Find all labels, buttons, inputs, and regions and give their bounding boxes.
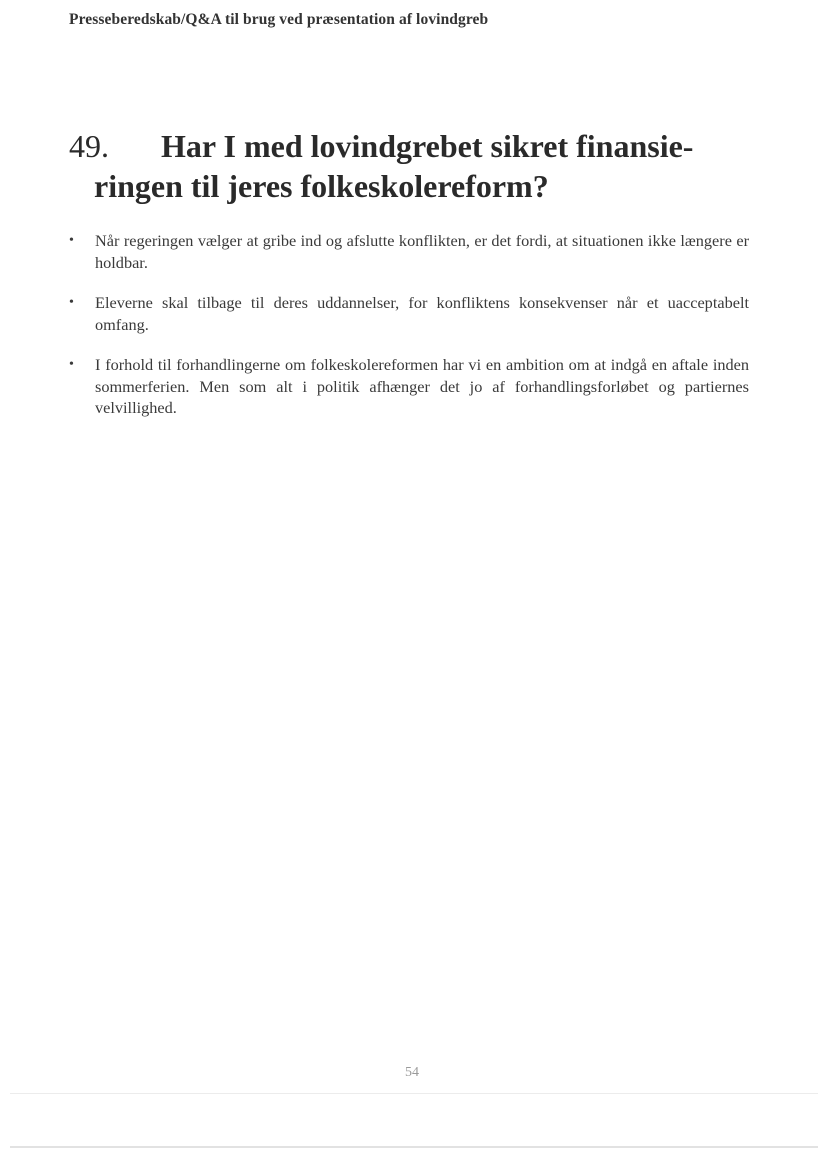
- answer-bullet: [69, 230, 749, 273]
- page-number: 54: [405, 1065, 419, 1080]
- answer-bullet: [69, 292, 749, 335]
- bullet-marker: •: [69, 233, 74, 248]
- question-number: 49.: [69, 128, 109, 164]
- bullet-marker: •: [69, 357, 74, 372]
- bullet-text: Eleverne skal tilbage til deres uddannelser, for konfliktens konsekvenser når et uacceptabelt omfang.: [95, 293, 749, 334]
- question-heading: [69, 126, 759, 206]
- scan-edge-line: [10, 1146, 818, 1148]
- running-header: Presseberedskab/Q&A til brug ved præsentation af lovindgreb: [69, 11, 489, 28]
- bullet-text: Når regeringen vælger at gribe ind og afslutte konflikten, er det fordi, at situationen ikke længere er holdbar.: [95, 231, 749, 272]
- question-line-2: ringen til jeres folkeskolereform?: [94, 168, 549, 204]
- question-line-1: Har I med lovindgrebet sikret finansie-: [161, 128, 694, 164]
- scan-edge-line: [10, 1093, 818, 1094]
- answer-bullet-list: [69, 230, 749, 438]
- bullet-text: I forhold til forhandlingerne om folkeskolereformen har vi en ambition om at indgå en aftale inden sommerferien. Men som alt i politik afhænger det jo af forhandlingsforløbet og partiernes velvillighed.: [95, 355, 749, 417]
- bullet-marker: •: [69, 295, 74, 310]
- answer-bullet: [69, 354, 749, 419]
